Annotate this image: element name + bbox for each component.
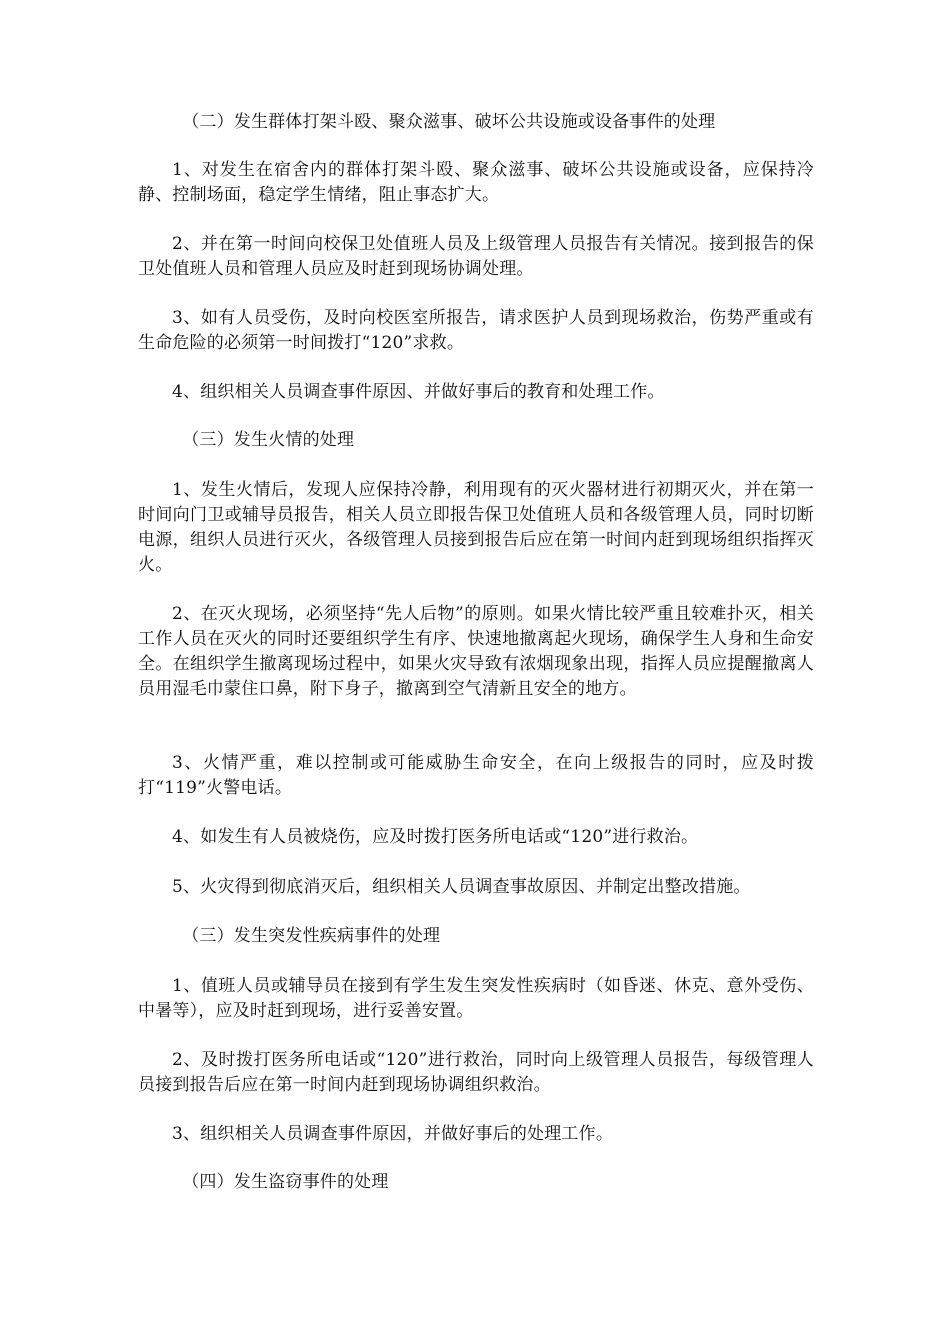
paragraph-fire-5: 5、火灾得到彻底消灭后，组织相关人员调查事故原因、并制定出整改措施。 <box>172 877 751 897</box>
paragraph-fight-4: 4、组织相关人员调查事件原因、并做好事后的教育和处理工作。 <box>172 382 665 402</box>
paragraph-fight-2: 2、并在第一时间向校保卫处值班人员及上级管理人员报告有关情况。接到报告的保卫处值班人员和管理人员应及时赶到现场协调处理。 <box>138 234 814 279</box>
paragraph-fire-3: 3、火情严重，难以控制或可能威胁生命安全，在向上级报告的同时，应及时拨打“119”火警电话。 <box>138 753 814 798</box>
paragraph-fire-2: 2、在灭火现场，必须坚持“先人后物”的原则。如果火情比较严重且较难扑灭，相关工作人员在灭火的同时还要组织学生有序、快速地撤离起火现场，确保学生人身和生命安全。在组织学生撤离现场过程中，如果火灾导致有浓烟现象出现，指挥人员应提醒撤离人员用湿毛巾蒙住口鼻，附下身子，撤离到空气清新且安全的地方。 <box>138 604 814 699</box>
section-heading-illness: （三）发生突发性疾病事件的处理 <box>182 926 441 946</box>
paragraph-fire-1: 1、发生火情后，发现人应保持冷静，利用现有的灭火器材进行初期灭火，并在第一时间向门卫或辅导员报告，相关人员立即报告保卫处值班人员和各级管理人员，同时切断电源，组织人员进行灭火，各级管理人员接到报告后应在第一时间内赶到现场组织指挥灭火。 <box>138 480 814 575</box>
paragraph-illness-3: 3、组织相关人员调查事件原因，并做好事后的处理工作。 <box>172 1124 614 1144</box>
section-heading-fire: （三）发生火情的处理 <box>182 430 355 450</box>
paragraph-fight-1: 1、对发生在宿舍内的群体打架斗殴、聚众滋事、破坏公共设施或设备，应保持冷静、控制场面，稳定学生情绪，阻止事态扩大。 <box>138 160 814 205</box>
paragraph-fight-3: 3、如有人员受伤，及时向校医室所报告，请求医护人员到现场救治，伤势严重或有生命危险的必须第一时间拨打“120”求救。 <box>138 308 814 353</box>
paragraph-fire-4: 4、如发生有人员被烧伤，应及时拨打医务所电话或“120”进行救治。 <box>172 827 699 847</box>
section-heading-fight: （二）发生群体打架斗殴、聚众滋事、破坏公共设施或设备事件的处理 <box>182 112 716 132</box>
paragraph-illness-2: 2、及时拨打医务所电话或“120”进行救治，同时向上级管理人员报告，每级管理人员接到报告后应在第一时间内赶到现场协调组织救治。 <box>138 1050 814 1095</box>
section-heading-theft: （四）发生盗窃事件的处理 <box>182 1172 389 1192</box>
paragraph-illness-1: 1、值班人员或辅导员在接到有学生发生突发性疾病时（如昏迷、休克、意外受伤、中暑等），应及时赶到现场，进行妥善安置。 <box>138 976 814 1021</box>
